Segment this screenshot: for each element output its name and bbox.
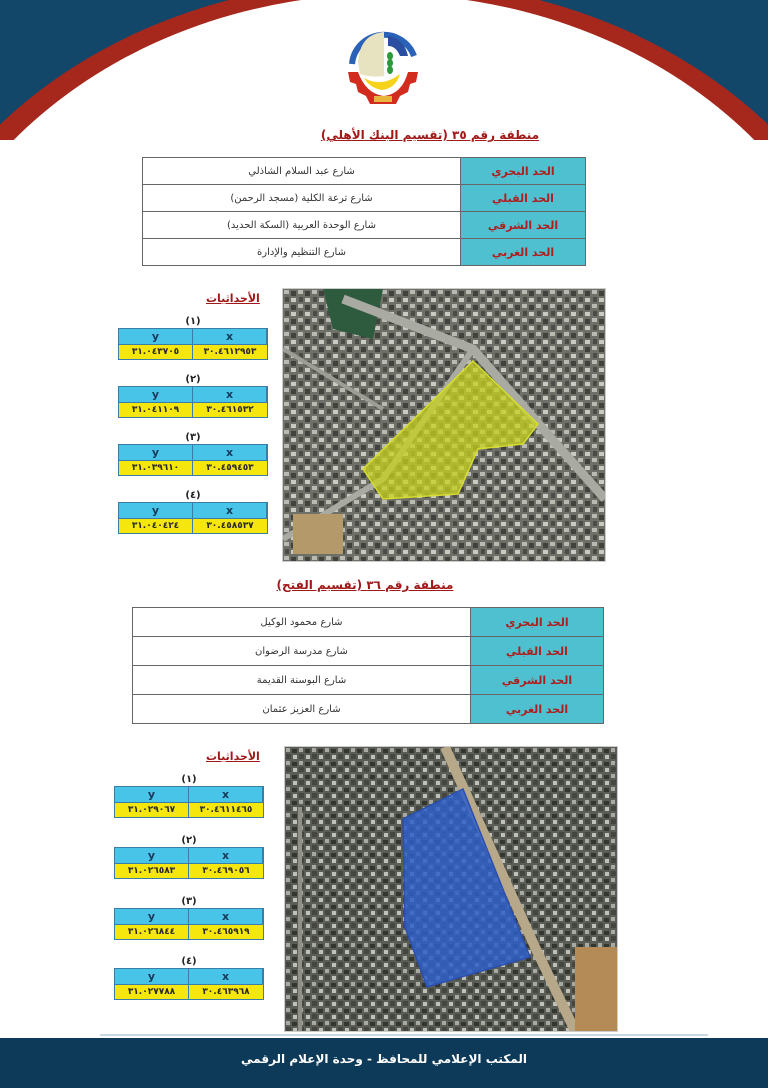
y-header: y: [115, 787, 189, 802]
coordinate-number: (٣): [185, 432, 201, 443]
table-row: [133, 695, 604, 724]
coordinate-block: [118, 316, 268, 360]
x-header: x: [193, 445, 267, 460]
y-header: y: [119, 503, 193, 518]
table-row: [133, 637, 604, 666]
bound-label: الحد الشرقي: [471, 666, 604, 695]
governorate-logo-icon: [338, 16, 428, 108]
coordinate-number: (٢): [185, 374, 201, 385]
bound-value: شارع مدرسة الرضوان: [133, 637, 471, 666]
coordinate-number: (٢): [181, 835, 197, 846]
coordinate-number: (١): [185, 316, 201, 327]
footer-banner: [0, 1038, 768, 1088]
bound-label: الحد الغربي: [471, 695, 604, 724]
y-value: ٣١.٠٤٣٧٠٥: [119, 344, 193, 359]
bound-label: الحد البحري: [471, 608, 604, 637]
y-value: ٣١.٠٤١١٠٩: [119, 402, 193, 417]
x-header: x: [193, 503, 267, 518]
bound-label: الحد الشرقي: [461, 212, 586, 239]
x-header: x: [189, 848, 263, 863]
x-value: ٣٠.٤٥٩٤٥٣: [193, 460, 267, 475]
y-header: y: [115, 969, 189, 984]
coordinate-number: (٤): [185, 490, 201, 501]
bound-label: الحد الغربي: [461, 239, 586, 266]
y-value: ٣١.٠٢٧٧٨٨: [115, 984, 189, 999]
bound-value: شارع العزيز عثمان: [133, 695, 471, 724]
table-row: [133, 666, 604, 695]
bound-value: شارع الوحدة العربية (السكة الحديد): [143, 212, 461, 239]
bound-value: شارع محمود الوكيل: [133, 608, 471, 637]
x-value: ٣٠.٤٦٩٠٥٦: [189, 863, 263, 878]
table-row: [143, 158, 586, 185]
x-header: x: [193, 329, 267, 344]
x-header: x: [189, 909, 263, 924]
y-header: y: [115, 909, 189, 924]
y-header: y: [115, 848, 189, 863]
coordinate-number: (١): [181, 774, 197, 785]
y-header: y: [119, 387, 193, 402]
footer-text: المكتب الإعلامي للمحافظ - وحدة الإعلام الرقمي: [241, 1052, 527, 1066]
x-value: ٣٠.٤٦١١٤٦٥: [189, 802, 263, 817]
zone-36-coordinates-title: الأحداثيات: [206, 750, 260, 763]
zone-36-satellite-map: [284, 746, 618, 1032]
x-header: x: [193, 387, 267, 402]
coordinate-block: [118, 432, 268, 476]
bound-label: الحد القبلي: [471, 637, 604, 666]
coordinate-number: (٤): [181, 956, 197, 967]
coordinate-number: (٣): [181, 896, 197, 907]
zone-36-title: منطقة رقم ٣٦ (تقسيم الفتح): [276, 578, 454, 592]
y-value: ٣١.٠٢٦٨٤٤: [115, 924, 189, 939]
zone-35-title: منطقة رقم ٣٥ (تقسيم البنك الأهلي): [320, 128, 540, 142]
zone-35-bounds-table: [142, 157, 586, 266]
x-value: ٣٠.٤٦١٥٣٢: [193, 402, 267, 417]
table-row: [143, 239, 586, 266]
bound-label: الحد البحري: [461, 158, 586, 185]
x-value: ٣٠.٤٦٣٩٦٨: [189, 984, 263, 999]
bound-value: شارع ترعة الكلية (مسجد الرحمن): [143, 185, 461, 212]
x-value: ٣٠.٤٥٨٥٣٧: [193, 518, 267, 533]
y-value: ٣١.٠٢٦٥٨٣: [115, 863, 189, 878]
zone-35-satellite-map: [282, 288, 606, 562]
footer-divider: [100, 1034, 708, 1036]
coordinate-block: [114, 956, 264, 1000]
table-row: [143, 212, 586, 239]
y-header: y: [119, 445, 193, 460]
x-value: ٣٠.٤٦٥٩١٩: [189, 924, 263, 939]
y-value: ٣١.٠٤٠٤٢٤: [119, 518, 193, 533]
table-row: [143, 185, 586, 212]
coordinate-block: [114, 896, 264, 940]
x-value: ٣٠.٤٦١٢٩٥٣: [193, 344, 267, 359]
y-value: ٣١.٠٢٩٠٦٧: [115, 802, 189, 817]
y-value: ٣١.٠٣٩٦١٠: [119, 460, 193, 475]
coordinate-block: [114, 774, 264, 818]
y-header: y: [119, 329, 193, 344]
bound-value: شارع التنظيم والإدارة: [143, 239, 461, 266]
x-header: x: [189, 969, 263, 984]
bound-value: شارع عبد السلام الشاذلي: [143, 158, 461, 185]
bound-value: شارع البوسنة القديمة: [133, 666, 471, 695]
bound-label: الحد القبلي: [461, 185, 586, 212]
x-header: x: [189, 787, 263, 802]
coordinate-block: [114, 835, 264, 879]
zone-36-bounds-table: [132, 607, 604, 724]
zone-35-coordinates-title: الأحداثيات: [206, 292, 260, 305]
coordinate-block: [118, 374, 268, 418]
coordinate-block: [118, 490, 268, 534]
table-row: [133, 608, 604, 637]
